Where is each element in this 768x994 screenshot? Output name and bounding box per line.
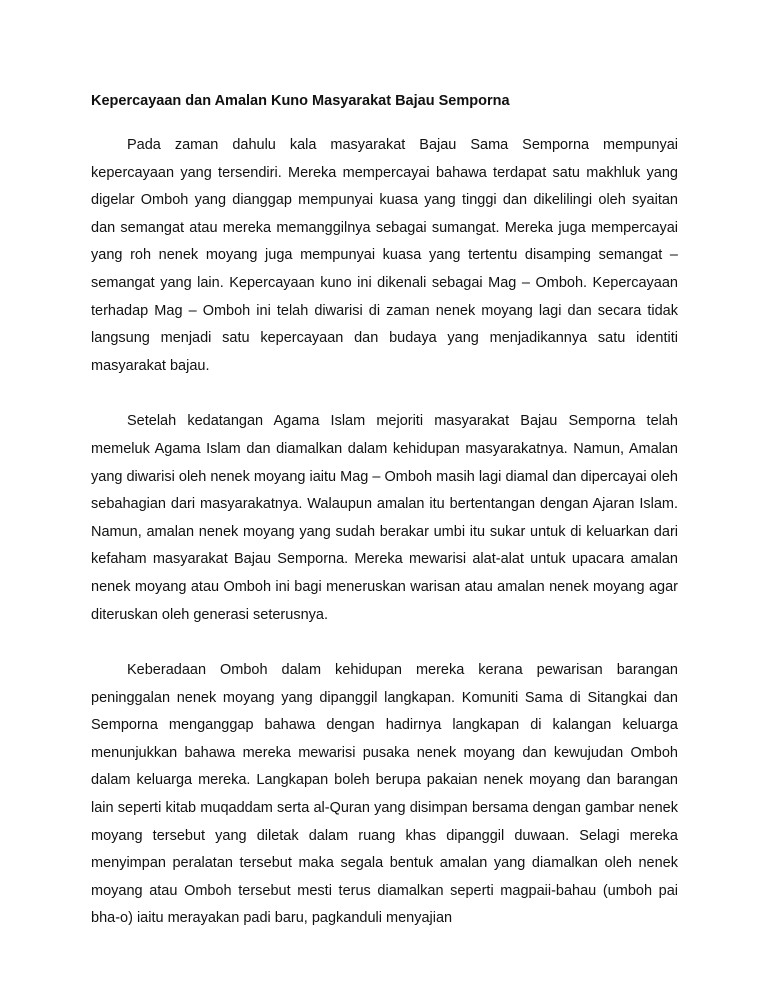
paragraph-3: Keberadaan Omboh dalam kehidupan mereka kerana pewarisan barangan peninggalan nenek moyang yang dipanggil langkapan. Komuniti Sama di Sitangkai dan Semporna menganggap bahawa dengan hadirnya langkapan di kalangan keluarga menunjukkan bahawa mereka mewarisi pusaka nenek moyang dan kewujudan Omboh dalam keluarga mereka. Langkapan boleh berupa pakaian nenek moyang dan barangan lain seperti kitab muqaddam serta al-Quran yang disimpan bersama dengan gambar nenek moyang tersebut yang diletak dalam ruang khas dipanggil duwaan. Selagi mereka menyimpan peralatan tersebut maka segala bentuk amalan yang diamalkan oleh nenek moyang atau Omboh tersebut mesti terus diamalkan seperti magpaii-bahau (umboh pai bha-o) iaitu merayakan padi baru, pagkanduli menyajian [91, 662, 678, 927]
document-title: Kepercayaan dan Amalan Kuno Masyarakat Bajau Semporna [91, 93, 510, 109]
document-body [91, 88, 678, 961]
paragraph-1: Pada zaman dahulu kala masyarakat Bajau Sama Semporna mempunyai kepercayaan yang tersendiri. Mereka mempercayai bahawa terdapat satu makhluk yang digelar Omboh yang dianggap mempunyai kuasa yang tinggi dan dikelilingi oleh syaitan dan semangat atau mereka memanggilnya sebagai sumangat. Mereka juga mempercayai yang roh nenek moyang juga mempunyai kuasa yang tertentu disamping semangat – semangat yang lain. Kepercayaan kuno ini dikenali sebagai Mag – Omboh. Kepercayaan terhadap Mag – Omboh ini telah diwarisi di zaman nenek moyang lagi dan secara tidak langsung menjadi satu kepercayaan dan budaya yang menjadikannya satu identiti masyarakat bajau. [91, 137, 678, 374]
paragraph-2: Setelah kedatangan Agama Islam mejoriti masyarakat Bajau Semporna telah memeluk Agama Islam dan diamalkan dalam kehidupan masyarakatnya. Namun, Amalan yang diwarisi oleh nenek moyang iaitu Mag – Omboh masih lagi diamal dan dipercayai oleh sebahagian dari masyarakatnya. Walaupun amalan itu bertentangan dengan Ajaran Islam. Namun, amalan nenek moyang yang sudah berakar umbi itu sukar untuk di keluarkan dari kefaham masyarakat Bajau Semporna. Mereka mewarisi alat-alat untuk upacara amalan nenek moyang atau Omboh ini bagi meneruskan warisan atau amalan nenek moyang agar diteruskan oleh generasi seterusnya. [91, 413, 678, 623]
